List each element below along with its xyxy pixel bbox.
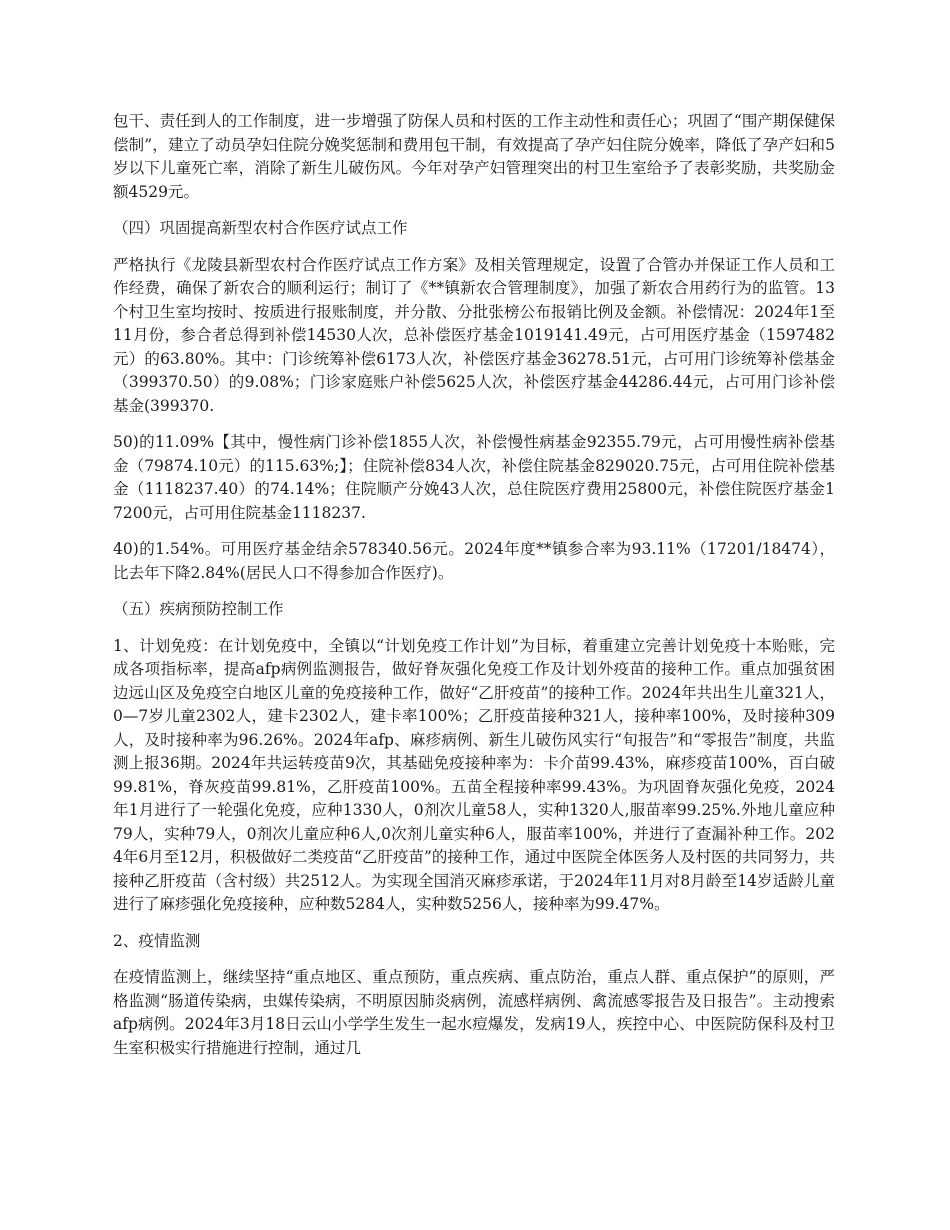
paragraph-epidemic-monitoring: 在疫情监测上，继续坚持“重点地区、重点预防，重点疾病、重点防治，重点人群、重点保护”的原则，严格监测“肠道传染病，虫媒传染病，不明原因肺炎病例，流感样病例、禽流感零报告及日报告”。主动搜索afp病例。2024年3月18日云山小学学生发生一起水痘爆发，发病19人，疾控中心、中医院防保科及村卫生室积极实行措施进行控制，通过几	[113, 968, 835, 1057]
paragraph-cooperative-medical: 严格执行《龙陵县新型农村合作医疗试点工作方案》及相关管理规定，设置了合管办并保证工作人员和工作经费，确保了新农合的顺利运行；制订了《**镇新农合管理制度》，加强了新农合用药行为的监管。13个村卫生室均按时、按质进行报账制度，并分散、分批张榜公布报销比例及金额。补偿情况：2024年1至11月份，参合者总得到补偿14530人次，总补偿医疗基金1019141.49元，占可用医疗基金（1597482元）的63.80%。其中：门诊统筹补偿6173人次，补偿医疗基金36278.51元，占可用门诊统筹补偿基金（399370.50）的9.08%；门诊家庭账户补偿5625人次，补偿医疗基金44286.44元，占可用门诊补偿基金(399370.	[113, 255, 835, 415]
paragraph-maternal-care: 包干、责任到人的工作制度，进一步增强了防保人员和村医的工作主动性和责任心；巩固了“围产期保健保偿制”，建立了动员孕妇住院分娩奖惩制和费用包干制，有效提高了孕产妇住院分娩率，降低了孕产妇和5岁以下儿童死亡率，消除了新生儿破伤风。今年对孕产妇管理突出的村卫生室给予了表彰奖励，共奖励金额4529元。	[113, 112, 835, 201]
paragraph-fund-balance: 40)的1.54%。可用医疗基金结余578340.56元。2024年度**镇参合率为93.11%（17201/18474），比去年下降2.84%(居民人口不得参加合作医疗)。	[113, 540, 835, 582]
subheading-epidemic-monitoring: 2、疫情监测	[113, 931, 201, 950]
section-heading-cooperative-medical: （四）巩固提高新型农村合作医疗试点工作	[113, 219, 408, 237]
paragraph-immunization: 1、计划免疫：在计划免疫中，全镇以“计划免疫工作计划”为目标，着重建立完善计划免疫十本贻账，完成各项指标率，提高afp病例监测报告，做好脊灰强化免疫工作及计划外疫苗的接种工作。重点加强贫困边远山区及免疫空白地区儿童的免疫接种工作，做好“乙肝疫苗”的接种工作。2024年共出生儿童321人，0—7岁儿童2302人，建卡2302人，建卡率100%；乙肝疫苗接种321人，接种率100%，及时接种309人，及时接种率为96.26%。2024年afp、麻疹病例、新生儿破伤风实行“旬报告”和“零报告”制度，共监测上报36期。2024年共运转疫苗9次，其基础免疫接种率为：卡介苗99.43%，麻疹疫苗100%，百白破99.81%，脊灰疫苗99.81%，乙肝疫苗100%。五苗全程接种率99.43%。为巩固脊灰强化免疫，2024年1月进行了一轮强化免疫，应种1330人，0剂次儿童58人，实种1320人,服苗率99.25%.外地儿童应种79人，实种79人，0剂次儿童应种6人,0次剂儿童实种6人，服苗率100%，并进行了查漏补种工作。2024年6月至12月，积极做好二类疫苗“乙肝疫苗”的接种工作，通过中医院全体医务人及村医的共同努力，共接种乙肝疫苗（含村级）共2512人。为实现全国消灭麻疹承诺，于2024年11月对8月龄至14岁适龄儿童进行了麻疹强化免疫接种，应种数5284人，实种数5256人，接种率为99.47%。	[113, 636, 835, 913]
document-page	[113, 110, 835, 1073]
section-heading-disease-control: （五）疾病预防控制工作	[113, 600, 284, 618]
paragraph-compensation-details: 50)的11.09%【其中，慢性病门诊补偿1855人次，补偿慢性病基金92355.79元，占可用慢性病补偿基金（79874.10元）的115.63%;】；住院补偿834人次，补偿住院基金829020.75元，占可用住院补偿基金（1118237.40）的74.14%；住院顺产分娩43人次，总住院医疗费用25800元，补偿住院医疗基金17200元，占可用住院基金1118237.	[113, 433, 835, 522]
